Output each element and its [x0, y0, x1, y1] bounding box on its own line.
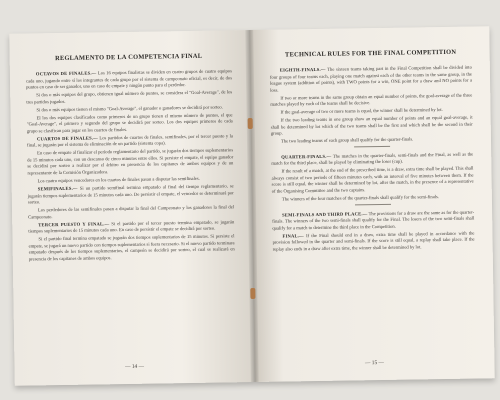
right-page-body	[270, 65, 475, 253]
staple-bottom	[250, 288, 255, 299]
paragraph-text: Si el partido por el tercer puesto termina empatado, se jugarán tiempos suplementarios de 15 minutos cada uno. En caso de persistir el empate se decidirá por sorteo.	[28, 219, 235, 234]
right-page	[249, 26, 494, 382]
paragraph	[270, 65, 472, 94]
paragraph	[271, 151, 473, 167]
paragraph	[272, 194, 474, 204]
paragraph-text: Si un partido semifinal termina empatado al final del tiempo reglamentario, se jugarán tiempos suplementarios de 15 minutos cada uno. De persistir el empate, el vencedor se determinará por sorteo.	[27, 183, 234, 205]
paragraph-text: Si dos o más equipos del grupo, obtienen igual número de puntos, se considera el "Goal-Average", de los tres partidos jugados.	[26, 89, 233, 105]
section-heading: QUARTER-FINALS.—	[281, 153, 332, 160]
paragraph-text: If two or more teams in the same group obtain an equal number of points, the goal-average of the three matches played by each of the teams shall be decisive.	[270, 92, 473, 107]
left-page-body	[26, 68, 235, 263]
paragraph	[28, 183, 234, 206]
paragraph-text: If the result of a match, at the end of the prescribed time, is a draw, extra time shall be played. This shall always consist of two periods of fifteen minutes each, with an interval of five minutes between them. If the score is still equal, the winner shall be determined by lot, after the match, in the presence of a representative of the Organising Committee and the two captains.	[271, 165, 474, 194]
left-page-title: REGLAMENTO DE LA COMPETENCIA FINAL	[54, 52, 203, 63]
paragraph-text: The matches in the quarter-finals, semi-finals and the Final, as well as the match for the third place, shall be played by eliminating the loser (cup).	[271, 151, 474, 167]
paragraph-text: Los perdedores de las semifinales pasan a disputar la final del Campeonato y los ganadores la final del Campeonato.	[28, 204, 235, 220]
paragraph	[26, 89, 232, 105]
paragraph	[272, 230, 474, 253]
paragraph	[271, 136, 473, 146]
right-page-number: — 15 —	[364, 359, 384, 367]
paragraph	[271, 166, 473, 195]
paragraph-text: El los dos equipos clasificados como primeros de un grupo tienen el mismo número de puntos, el que "Goal-Average", el primero y segundo del grupo se decidirá por sorteo. Los dos equipos primeros de cada grupo se clasifican para jugar en los cuartos de finales.	[26, 112, 233, 134]
section-heading: CUARTOS DE FINALES.—	[36, 135, 99, 142]
paragraph-text: If the two leading teams in one group show an equal number of points and an equal goal-average, it shall be determined by lot which of the two teams shall be the first and which shall be the second in their group.	[270, 114, 473, 136]
paragraph-text: If the Final should end in a draw, extra time shall be played in accordance with the provision followed in the quarter and semi-finals. If the score is still equal, a replay shall take place. If the replay also ends in a draw after extra time, the winner shall be determined by lot.	[272, 230, 475, 252]
paragraph	[27, 133, 233, 149]
left-page-number: — 14 —	[125, 363, 144, 371]
paragraph-text: The two leading teams of each group shall qualify for the quarter-finals.	[280, 136, 414, 144]
section-divider	[354, 146, 390, 148]
paragraph	[27, 112, 233, 135]
section-heading: TERCER PUESTO Y FINAL.—	[38, 221, 110, 228]
paragraph-text: Si dos o más equipos tienen el mismo "Goal-Average", el ganador o ganadores se decidirá por sorteo.	[36, 104, 223, 113]
paragraph-text: The provisions for a draw are the same as for the quarter-finals. The winners of the two semi-finals shall qualify for the Final. The losers of the two semi-finals shall qualify for a match to determine the third place in the Competition.	[272, 209, 475, 231]
paragraph-text: Los partidos de cuartos de finales, semifinales, por el tercer puesto y la final, se jugarán por el sistema de eliminación de un partido (sistema copa).	[26, 133, 233, 148]
paragraph-text: Los 16 equipos finalistas se dividen en cuatro grupos de cuatro equipos cada uno, jugando entre sí los integrantes de cada grupo por el sistema de campeonato oficial, es decir, de dos puntos en caso de ser ganador, uno en caso de empate y ningún punto para el perdedor.	[25, 68, 233, 90]
paragraph	[272, 209, 474, 232]
section-heading: SEMIFINALES.—	[37, 185, 78, 192]
open-booklet	[9, 26, 494, 385]
paragraph-text: Los cuatro equipos vencedores en los cuartos de finales pasan a disputar las semifinales.	[37, 175, 200, 184]
section-heading: OCTAVOS DE FINALES.—	[35, 70, 97, 77]
paragraph	[28, 219, 234, 235]
paragraph-text: En caso de empate al finalizar el período reglamentario del partido, se jugarán dos tiempos suplementarios de 15 minutos cada uno, con un descanso de cinco minutos entre ellos. Si persiste el empate, el equipo ganador se decidirá por sorteo a realizar por el árbitro en presencia de los capitanes de ambos equipos y de un representante de la Comisión Organizadora.	[27, 147, 234, 176]
section-heading: SEMI-FINALS AND THIRD PLACE.—	[282, 210, 368, 218]
section-divider	[355, 203, 391, 205]
paragraph	[27, 148, 233, 177]
paragraph-text: Si el partido final termina empatado se jugarán dos tiempos suplementarios de 15 minutos. Si persiste el empate, se jugará un nuevo partido con tiempos suplementarios si fuera necesario. Si el nuevo partido terminara empatado después de los tiempos suplementarios, el campeón se decidirá por sorteo, el cual se realizará en presencia de los capitanes de ambos equipos.	[28, 233, 235, 262]
paragraph	[26, 68, 232, 91]
staple-top	[248, 118, 253, 129]
section-heading: FINAL.—	[282, 232, 304, 239]
section-heading: EIGHTH-FINALS.—	[279, 66, 326, 73]
paragraph-text: The sixteen teams taking part in the Final Competition shall be divided into four groups of four teams each, playing one match against each of the other teams in the same group, in the league system (addition of points), with TWO points for a win, ONE point for a draw and NO points for a loss.	[269, 64, 473, 93]
paragraph	[270, 92, 472, 108]
paragraph	[28, 234, 234, 263]
left-page	[9, 30, 254, 386]
right-page-title: TECHNICAL RULES FOR THE FINAL COMPETITION	[284, 48, 457, 59]
paragraph-text: If the goal-average of two or more teams is equal, the winner shall be determined by lot.	[280, 107, 443, 115]
paragraph	[28, 205, 234, 221]
paragraph	[271, 115, 473, 138]
paragraph-text: The winners of the four matches of the quarter-finals shall qualify for the semi-finals.	[281, 194, 439, 202]
